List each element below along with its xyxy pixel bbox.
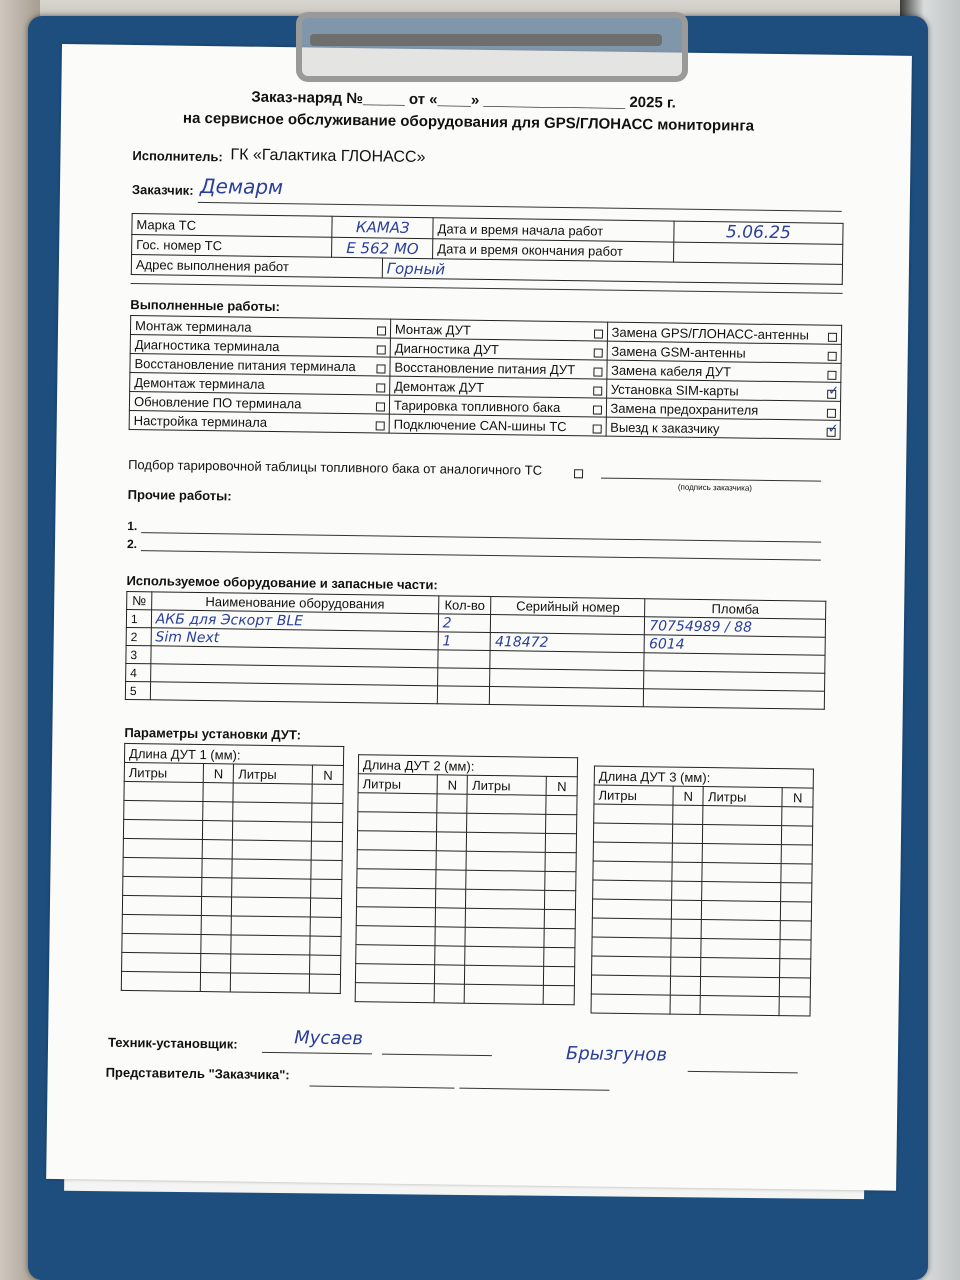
dut-header: N <box>313 765 344 784</box>
work-item <box>129 410 389 433</box>
equipment-cell <box>490 687 644 707</box>
work-checkbox[interactable] <box>592 405 601 414</box>
work-checkbox[interactable] <box>593 367 602 376</box>
dut-cell <box>465 984 544 1004</box>
dut-cell <box>781 845 812 864</box>
equipment-table <box>125 591 826 710</box>
work-item-label: Монтаж терминала <box>134 317 252 335</box>
dut-cell <box>203 783 234 802</box>
brand-value: КАМАЗ <box>332 216 433 238</box>
dut-length-label: Длина ДУТ 3 (мм): <box>594 766 813 788</box>
work-item-label: Замена GPS/ГЛОНАСС-антенны <box>611 324 809 342</box>
dut-cell <box>434 984 465 1003</box>
dut-cell <box>310 936 341 955</box>
rep-label: Представитель "Заказчика": <box>105 1064 290 1083</box>
work-checkbox[interactable] <box>376 402 385 411</box>
vehicle-underline <box>131 283 843 294</box>
dut-cell <box>670 995 701 1014</box>
dut-cell <box>781 864 812 883</box>
work-checkbox[interactable] <box>376 421 385 430</box>
dut-cell <box>356 907 435 927</box>
other-line-2 <box>141 550 821 560</box>
dut-cell <box>124 781 203 801</box>
work-checkbox[interactable] <box>593 348 602 357</box>
dut-cell <box>545 852 576 871</box>
equipment-cell: 1 <box>126 609 151 627</box>
works-table <box>129 315 843 440</box>
dut-cell <box>467 832 546 852</box>
dut-cell <box>436 851 467 870</box>
address-label: Адрес выполнения работ <box>131 254 382 277</box>
dut-cell <box>465 946 544 966</box>
executor-label: Исполнитель: <box>132 147 223 165</box>
dut-cell <box>544 947 575 966</box>
dut-cell <box>123 857 202 877</box>
dut-cell <box>782 807 813 826</box>
rep-line-1 <box>309 1086 454 1089</box>
other-title: Прочие работы: <box>127 486 232 504</box>
dut-cell <box>465 927 544 947</box>
dut-cell <box>311 898 342 917</box>
works-title: Выполненные работы: <box>130 296 281 315</box>
work-item-label: Выезд к заказчику <box>610 419 720 436</box>
equipment-cell <box>438 650 491 669</box>
work-checkbox[interactable] <box>377 326 386 335</box>
tech-label: Техник-установщик: <box>107 1034 238 1052</box>
dut-cell <box>544 928 575 947</box>
dut-cell <box>435 927 466 946</box>
dut-cell <box>122 895 201 915</box>
equipment-cell: Sim Next <box>151 628 438 650</box>
dut-table <box>355 754 578 1005</box>
dut-cell <box>437 794 468 813</box>
equipment-cell: 4 <box>126 663 151 681</box>
dut-cell <box>544 966 575 985</box>
dut-cell <box>546 795 577 814</box>
dut-cell <box>591 994 670 1014</box>
dut-cell <box>594 804 673 824</box>
dut-cell <box>466 851 545 871</box>
dut-cell <box>702 901 781 921</box>
other-line-1 <box>141 532 821 542</box>
other-item-1: 1. <box>127 518 138 534</box>
dut-cell <box>593 842 672 862</box>
dut-cell <box>702 882 781 902</box>
dut-cell <box>592 899 671 919</box>
equipment-cell: 2 <box>438 614 491 633</box>
dut-cell <box>202 859 233 878</box>
dut-cell <box>122 933 201 953</box>
dut-cell <box>124 800 203 820</box>
dut-cell <box>466 889 545 909</box>
dut-cell <box>703 844 782 864</box>
work-item-label: Обновление ПО терминала <box>133 393 302 411</box>
vehicle-table <box>131 213 844 285</box>
equipment-cell <box>490 669 644 689</box>
dut-cell <box>701 977 780 997</box>
equipment-cell <box>491 615 645 635</box>
dut-cell <box>123 838 202 858</box>
dut-cell <box>435 946 466 965</box>
customer-label: Заказчик: <box>131 181 194 198</box>
dut-cell <box>467 794 546 814</box>
work-checkbox[interactable] <box>827 408 836 417</box>
dut-cell <box>358 812 437 832</box>
dut-cell <box>233 821 312 841</box>
equipment-cell: 2 <box>126 627 151 645</box>
equipment-cell <box>490 651 644 671</box>
dut-cell <box>201 916 232 935</box>
dut-cell <box>781 883 812 902</box>
start-value: 5.06.25 <box>674 221 843 244</box>
work-item-label: Замена предохранителя <box>610 400 759 418</box>
work-item <box>606 417 841 439</box>
dut-cell <box>357 831 436 851</box>
work-item-label: Тарировка топливного бака <box>393 397 561 415</box>
dut-cell <box>200 973 231 992</box>
dut-length-label: Длина ДУТ 2 (мм): <box>358 755 577 777</box>
equipment-title: Используемое оборудование и запасные части: <box>126 572 438 593</box>
dut-cell <box>311 879 342 898</box>
work-checkbox[interactable] <box>827 389 836 398</box>
work-item-label: Подключение CAN-шины ТС <box>393 416 567 434</box>
dut-length-label: Длина ДУТ 1 (мм): <box>124 743 343 765</box>
dut-cell <box>310 917 341 936</box>
dut-cell <box>123 819 202 839</box>
equipment-header: Серийный номер <box>491 597 645 617</box>
work-order-sheet <box>46 44 912 1191</box>
brand-label: Марка ТС <box>132 213 333 237</box>
dut-cell <box>123 876 202 896</box>
rep-signature: Брызгунов <box>565 1043 668 1066</box>
work-checkbox[interactable] <box>376 383 385 392</box>
equipment-cell: 5 <box>125 681 150 699</box>
dut-cell <box>780 921 811 940</box>
dut-cell <box>312 803 343 822</box>
dut-cell <box>780 940 811 959</box>
dut-cell <box>233 802 312 822</box>
dut-cell <box>434 965 465 984</box>
equipment-header: № <box>127 591 152 609</box>
equipment-cell <box>150 682 437 704</box>
work-item-label: Замена кабеля ДУТ <box>610 362 732 379</box>
work-checkbox[interactable] <box>827 370 836 379</box>
dut-cell <box>231 954 310 974</box>
dut-cell <box>672 843 703 862</box>
dut-cell <box>356 945 435 965</box>
dut-header: Литры <box>594 785 673 805</box>
dut-cell <box>466 908 545 928</box>
dut-cell <box>311 841 342 860</box>
equipment-cell <box>644 689 825 710</box>
tariff-checkbox[interactable] <box>574 469 583 478</box>
dut-cell <box>233 783 312 803</box>
dut-cell <box>545 871 576 890</box>
dut-cell <box>672 824 703 843</box>
dut-cell <box>355 983 434 1003</box>
dut-cell <box>436 832 467 851</box>
dut-header: N <box>673 786 704 805</box>
other-item-2: 2. <box>126 536 138 552</box>
dut-cell <box>232 897 311 917</box>
dut-cell <box>781 902 812 921</box>
dut-cell <box>671 881 702 900</box>
dut-cell <box>546 833 577 852</box>
dut-cell <box>122 952 201 972</box>
signature-caption: (подпись заказчика) <box>677 482 753 493</box>
work-checkbox[interactable] <box>828 351 837 360</box>
work-item-label: Диагностика ДУТ <box>394 340 499 357</box>
work-checkbox[interactable] <box>828 332 837 341</box>
dut-header: N <box>437 775 468 794</box>
dut-cell <box>122 914 201 934</box>
end-label: Дата и время окончания работ <box>433 239 674 262</box>
rep-line <box>688 1071 798 1074</box>
dut-cell <box>592 956 671 976</box>
equipment-cell <box>437 668 490 687</box>
dut-cell <box>593 861 672 881</box>
dut-cell <box>671 900 702 919</box>
dut-cell <box>543 985 574 1004</box>
rep-line-2 <box>459 1088 609 1091</box>
equipment-cell: АКБ для Эскорт BLE <box>151 610 438 632</box>
dut-cell <box>593 880 672 900</box>
tech-signature: Мусаев <box>293 1027 364 1050</box>
dut-cell <box>312 822 343 841</box>
work-item-label: Демонтаж терминала <box>134 374 265 392</box>
address-value: Горный <box>382 258 842 284</box>
customer-value: Демарм <box>199 173 284 200</box>
dut-cell <box>201 878 232 897</box>
work-item-label: Восстановление питания терминала <box>134 355 356 374</box>
dut-cell <box>435 889 466 908</box>
dut-header: Литры <box>234 764 313 784</box>
dut-cell <box>356 926 435 946</box>
dut-header: Литры <box>124 762 203 782</box>
header-line-2: на сервисное обслуживание оборудования для GPS/ГЛОНАСС мониторинга <box>182 109 755 135</box>
dut-cell <box>593 823 672 843</box>
dut-cell <box>545 909 576 928</box>
dut-cell <box>312 784 343 803</box>
dut-cell <box>435 908 466 927</box>
dut-cell <box>670 957 701 976</box>
work-item-label: Монтаж ДУТ <box>394 321 471 338</box>
dut-cell <box>311 860 342 879</box>
dut-cell <box>201 935 232 954</box>
plate-value: Е 562 МО <box>332 237 433 258</box>
dut-header: N <box>782 788 813 807</box>
dut-cell <box>701 939 780 959</box>
dut-cell <box>231 973 310 993</box>
work-item-label: Замена GSM-антенны <box>611 343 746 361</box>
dut-cell <box>202 821 233 840</box>
dut-cell <box>466 870 545 890</box>
dut-table <box>121 743 344 994</box>
start-label: Дата и время начала работ <box>433 218 674 242</box>
dut-cell <box>201 897 232 916</box>
dut-cell <box>233 840 312 860</box>
dut-cell <box>436 870 467 889</box>
work-checkbox[interactable] <box>376 364 385 373</box>
dut-cell <box>670 976 701 995</box>
dut-header: Литры <box>358 774 437 794</box>
work-checkbox[interactable] <box>827 427 836 436</box>
customer-signature-line <box>601 478 821 482</box>
dut-cell <box>121 971 200 991</box>
dut-cell <box>702 920 781 940</box>
tariff-text: Подбор тарировочной таблицы топливного бака от аналогичного ТС <box>128 456 543 478</box>
tech-line-2 <box>382 1054 492 1057</box>
clipboard-clip-bar <box>310 34 662 46</box>
equipment-cell: 418472 <box>490 633 644 653</box>
equipment-cell: 3 <box>126 645 151 663</box>
dut-cell <box>546 814 577 833</box>
dut-cell <box>203 802 234 821</box>
dut-cell <box>779 997 810 1016</box>
work-item-label: Диагностика терминала <box>134 336 280 354</box>
dut-cell <box>357 850 436 870</box>
executor-value: ГК «Галактика ГЛОНАСС» <box>230 146 426 167</box>
dut-cell <box>780 959 811 978</box>
work-item-label: Демонтаж ДУТ <box>394 378 485 395</box>
equipment-cell <box>437 686 490 705</box>
equipment-header: Пломба <box>645 599 826 620</box>
dut-header: Литры <box>468 775 547 795</box>
dut-cell <box>231 935 310 955</box>
work-checkbox[interactable] <box>592 424 601 433</box>
dut-cell <box>591 975 670 995</box>
equipment-cell: 70754989 / 88 <box>645 617 826 638</box>
work-item-label: Восстановление питания ДУТ <box>394 359 576 377</box>
dut-cell <box>701 958 780 978</box>
dut-cell <box>592 918 671 938</box>
work-checkbox[interactable] <box>593 329 602 338</box>
dut-cell <box>467 813 546 833</box>
equipment-header: Наименование оборудования <box>151 592 438 614</box>
plate-label: Гос. номер ТС <box>132 234 333 257</box>
dut-header: N <box>546 776 577 795</box>
dut-cell <box>465 965 544 985</box>
dut-cell <box>592 937 671 957</box>
dut-cell <box>545 890 576 909</box>
dut-cell <box>355 964 434 984</box>
dut-cell <box>232 859 311 879</box>
dut-cell <box>310 955 341 974</box>
dut-cell <box>703 825 782 845</box>
equipment-header: Кол-во <box>438 596 491 615</box>
dut-cell <box>672 862 703 881</box>
dut-cell <box>200 954 231 973</box>
dut-cell <box>356 888 435 908</box>
dut-cell <box>702 863 781 883</box>
header-line-1: Заказ-наряд №_____ от «____» _________________ 2025 г. <box>251 88 676 112</box>
dut-cell <box>671 919 702 938</box>
dut-cell <box>671 938 702 957</box>
dut-cell <box>232 878 311 898</box>
work-checkbox[interactable] <box>593 386 602 395</box>
end-value <box>674 242 843 264</box>
work-item-label: Настройка терминала <box>133 412 268 430</box>
dut-cell <box>700 996 779 1016</box>
dut-cell <box>703 806 782 826</box>
dut-cell <box>780 978 811 997</box>
dut-header: Литры <box>703 787 782 807</box>
dut-table <box>591 765 814 1016</box>
dut-cell <box>782 826 813 845</box>
work-item <box>389 414 606 436</box>
dut-cell <box>232 916 311 936</box>
dut-title: Параметры установки ДУТ: <box>124 724 302 743</box>
dut-cell <box>358 793 437 813</box>
tech-line-1 <box>262 1052 372 1055</box>
dut-cell <box>202 840 233 859</box>
dut-header: N <box>203 764 234 783</box>
customer-line <box>198 202 842 212</box>
equipment-cell: 1 <box>438 632 491 651</box>
work-item-label: Установка SIM-карты <box>610 381 739 398</box>
equipment-cell: 6014 <box>644 635 825 656</box>
clipboard-clip <box>296 12 688 82</box>
dut-cell <box>673 805 704 824</box>
work-checkbox[interactable] <box>377 345 386 354</box>
dut-cell <box>436 813 467 832</box>
dut-cell <box>357 869 436 889</box>
dut-cell <box>310 974 341 993</box>
